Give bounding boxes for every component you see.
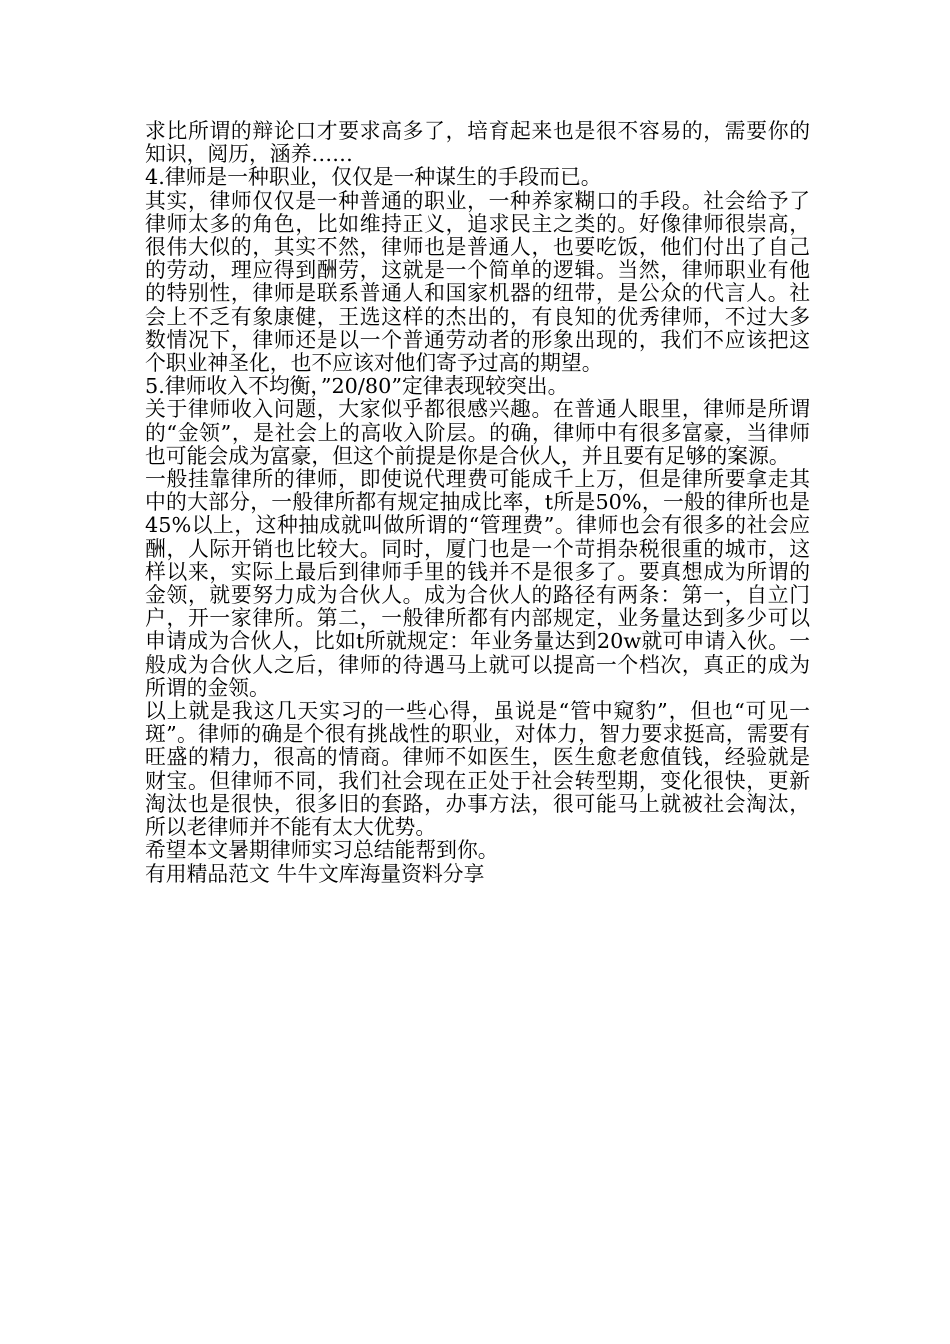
document-body <box>145 120 810 886</box>
footer-note: 有用精品范文 牛牛文库海量资料分享 <box>145 861 485 886</box>
paragraph-knowledge: 求比所谓的辩论口才要求高多了，培育起来也是很不容易的，需要你的知识，阅历，涵养…… <box>145 119 810 167</box>
paragraph-partner-path: 一般挂靠律所的律师，即使说代理费可能成千上万，但是律所要拿走其中的大部分，一般律所都有规定抽成比率，t所是50%，一般的律所也是45%以上，这种抽成就叫做所谓的“管理费”。律师也会有很多的社会应酬，人际开销也比较大。同时，厦门也是一个苛捐杂税很重的城市，这样以来，实际上最后到律师手里的钱并不是很多了。要真想成为所谓的金领，就要努力成为合伙人。成为合伙人的路径有两条：第一，自立门户，开一家律所。第二，一般律所都有内部规定，业务量达到多少可以申请成为合伙人，比如t所就规定：年业务量达到20w就可申请入伙。一般成为合伙人之后，律师的待遇马上就可以提高一个档次，真正的成为所谓的金领。 <box>145 467 810 700</box>
paragraph-ordinary-profession: 其实，律师仅仅是一种普通的职业，一种养家糊口的手段。社会给予了律师太多的角色，比如维持正义，追求民主之类的。好像律师很崇高，很伟大似的，其实不然，律师也是普通人，也要吃饭，他们付出了自己的劳动，理应得到酬劳，这就是一个简单的逻辑。当然，律师职业有他的特别性，律师是联系普通人和国家机器的纽带，是公众的代言人。社会上不乏有象康健，王选这样的杰出的，有良知的优秀律师，不过大多数情况下，律师还是以一个普通劳动者的形象出现的，我们不应该把这个职业神圣化，也不应该对他们寄予过高的期望。 <box>145 188 810 376</box>
paragraph-conclusion: 以上就是我这几天实习的一些心得，虽说是“管中窥豹”，但也“可见一斑”。律师的确是个很有挑战性的职业，对体力，智力要求挺高，需要有旺盛的精力，很高的情商。律师不如医生，医生愈老愈值钱，经验就是财宝。但律师不同，我们社会现在正处于社会转型期，变化很快，更新淘汰也是很快，很多旧的套路，办事方法，很可能马上就被社会淘汰，所以老律师并不能有太大优势。 <box>145 699 810 840</box>
heading-point-4: 4.律师是一种职业，仅仅是一种谋生的手段而已。 <box>145 165 602 190</box>
closing-line: 希望本文暑期律师实习总结能帮到你。 <box>145 838 499 863</box>
heading-point-5: 5.律师收入不均衡，”20/80”定律表现较突出。 <box>145 374 569 399</box>
paragraph-income-interest: 关于律师收入问题，大家似乎都很感兴趣。在普通人眼里，律师是所谓的“金领”，是社会上的高收入阶层。的确，律师中有很多富豪，当律师也可能会成为富豪，但这个前提是你是合伙人，并且要有足够的案源。 <box>145 397 810 468</box>
